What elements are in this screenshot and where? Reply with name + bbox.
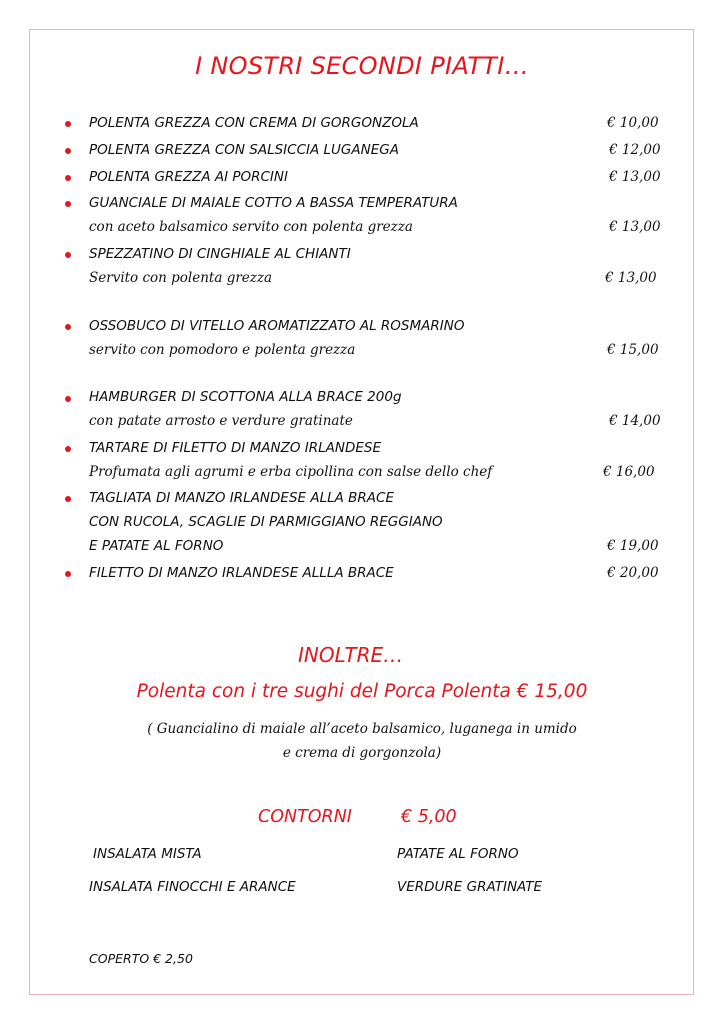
dish-name: OSSOBUCO DI VITELLO AROMATIZZATO AL ROSMARINO	[89, 318, 465, 334]
dish-price: € 13,00	[605, 270, 657, 286]
dish-name: POLENTA GREZZA AI PORCINI	[89, 169, 288, 185]
dish-description: con aceto balsamico servito con polenta grezza	[89, 219, 413, 235]
dish-price: € 20,00	[607, 565, 659, 581]
dish-price: € 15,00	[607, 342, 659, 358]
contorni-heading: CONTORNI	[258, 807, 352, 827]
bullet-icon	[65, 496, 71, 502]
bullet-icon	[65, 571, 71, 577]
dish-name: TARTARE DI FILETTO DI MANZO IRLANDESE	[89, 440, 381, 456]
dish-description: CON RUCOLA, SCAGLIE DI PARMIGGIANO REGGIANO	[89, 514, 443, 530]
dish-price: € 13,00	[609, 219, 661, 235]
bullet-icon	[65, 148, 71, 154]
inoltre-heading: INOLTRE…	[298, 643, 404, 667]
dish-description: Servito con polenta grezza	[89, 270, 273, 286]
dish-price: € 19,00	[607, 538, 659, 554]
special-note-line2: e crema di gorgonzola)	[282, 745, 442, 761]
side-dish: PATATE AL FORNO	[397, 846, 519, 862]
side-dish: VERDURE GRATINATE	[397, 879, 543, 895]
special-row	[0, 681, 724, 702]
side-dish: INSALATA MISTA	[93, 846, 202, 862]
dish-price: € 10,00	[607, 115, 659, 131]
dish-description: E PATATE AL FORNO	[89, 538, 224, 554]
bullet-icon	[65, 121, 71, 127]
dish-price: € 13,00	[609, 169, 661, 185]
dish-price: € 12,00	[609, 142, 661, 158]
dish-name: FILETTO DI MANZO IRLANDESE ALLLA BRACE	[89, 565, 394, 581]
special-dish: Polenta con i tre sughi del Porca Polenta € 15,00	[136, 681, 588, 702]
dish-name: GUANCIALE DI MAIALE COTTO A BASSA TEMPERATURA	[89, 195, 458, 211]
bullet-icon	[65, 175, 71, 181]
dish-price: € 16,00	[603, 464, 655, 480]
dish-description: servito con pomodoro e polenta grezza	[89, 342, 356, 358]
bullet-icon	[65, 396, 71, 402]
dish-name: HAMBURGER DI SCOTTONA ALLA BRACE 200g	[89, 389, 402, 405]
contorni-price: € 5,00	[401, 807, 457, 827]
dish-name: POLENTA GREZZA CON SALSICCIA LUGANEGA	[89, 142, 399, 158]
bullet-icon	[65, 446, 71, 452]
coperto-charge: COPERTO € 2,50	[89, 951, 193, 966]
special-note-line1: ( Guancialino di maiale all’aceto balsamico, luganega in umido	[147, 721, 577, 737]
page-title: I NOSTRI SECONDI PIATTI…	[195, 52, 529, 80]
dish-description: Profumata agli agrumi e erba cipollina con salse dello chef	[89, 464, 493, 480]
dish-name: SPEZZATINO DI CINGHIALE AL CHIANTI	[89, 246, 351, 262]
dish-name: POLENTA GREZZA CON CREMA DI GORGONZOLA	[89, 115, 419, 131]
side-dish: INSALATA FINOCCHI E ARANCE	[89, 879, 296, 895]
bullet-icon	[65, 252, 71, 258]
bullet-icon	[65, 324, 71, 330]
dish-name: TAGLIATA DI MANZO IRLANDESE ALLA BRACE	[89, 490, 394, 506]
bullet-icon	[65, 201, 71, 207]
dish-description: con patate arrosto e verdure gratinate	[89, 413, 353, 429]
dish-price: € 14,00	[609, 413, 661, 429]
